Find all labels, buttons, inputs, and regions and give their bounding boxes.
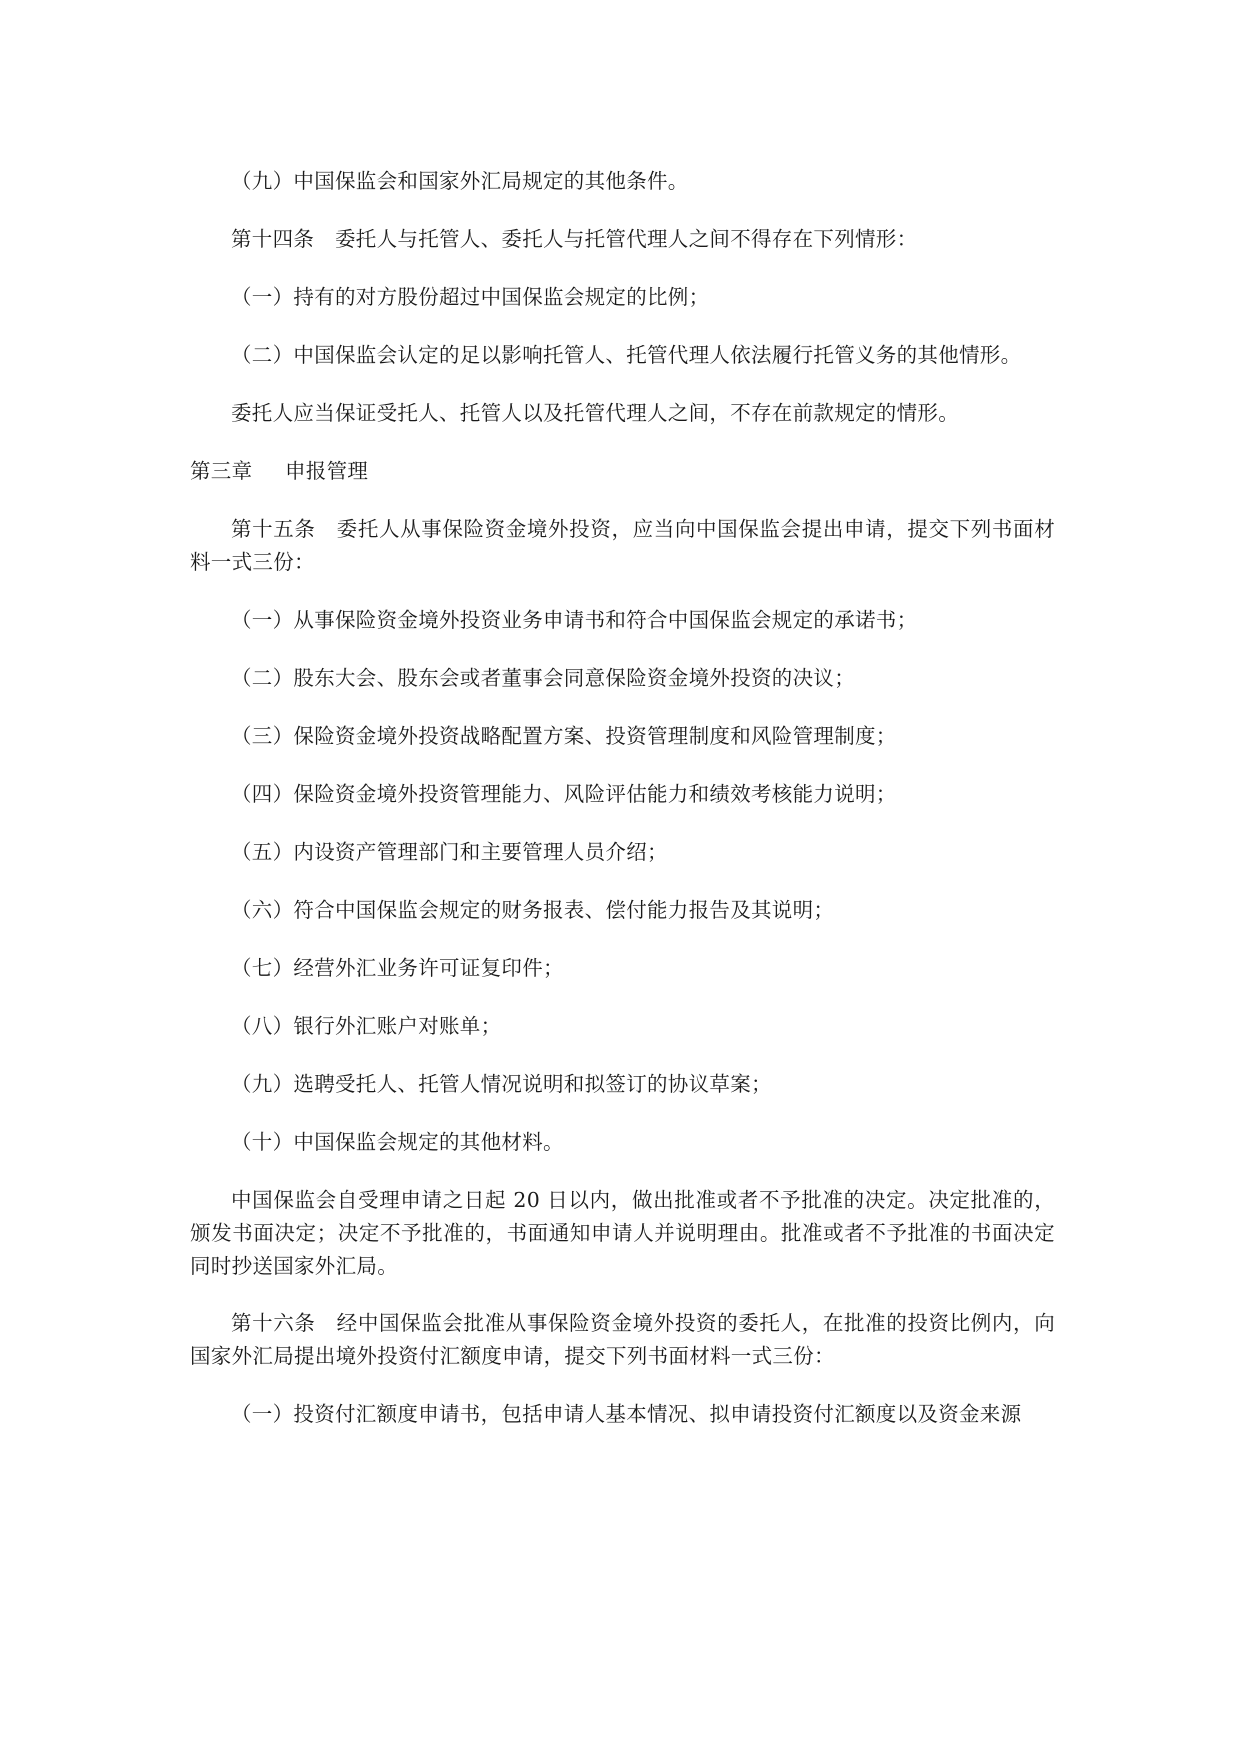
paragraph-item-nine-conditions: （九）中国保监会和国家外汇局规定的其他条件。	[231, 169, 689, 193]
list-item: （一）从事保险资金境外投资业务申请书和符合中国保监会规定的承诺书；	[231, 608, 918, 632]
list-item: （六）符合中国保监会规定的财务报表、偿付能力报告及其说明；	[231, 898, 835, 922]
list-item: （九）选聘受托人、托管人情况说明和拟签订的协议草案；	[231, 1072, 772, 1096]
paragraph-article-16: 第十六条 经中国保监会批准从事保险资金境外投资的委托人，在批准的投资比例内，向国家外汇局提出境外投资付汇额度申请，提交下列书面材料一式三份：	[190, 1311, 1055, 1368]
paragraph-article-15: 第十五条 委托人从事保险资金境外投资，应当向中国保监会提出申请，提交下列书面材料一式三份：	[190, 517, 1055, 574]
list-item: （一）投资付汇额度申请书，包括申请人基本情况、拟申请投资付汇额度以及资金来源	[231, 1402, 1022, 1426]
list-item: （八）银行外汇账户对账单；	[231, 1014, 502, 1038]
list-item: （七）经营外汇业务许可证复印件；	[231, 956, 564, 980]
list-item: （四）保险资金境外投资管理能力、风险评估能力和绩效考核能力说明；	[231, 782, 897, 806]
paragraph-trustor-guarantee: 委托人应当保证受托人、托管人以及托管代理人之间，不存在前款规定的情形。	[231, 401, 959, 425]
list-item: （十）中国保监会规定的其他材料。	[231, 1130, 564, 1154]
list-item: （二）股东大会、股东会或者董事会同意保险资金境外投资的决议；	[231, 666, 855, 690]
list-item: （三）保险资金境外投资战略配置方案、投资管理制度和风险管理制度；	[231, 724, 897, 748]
paragraph-approval-decision: 中国保监会自受理申请之日起 20 日以内，做出批准或者不予批准的决定。决定批准的，颁发书面决定；决定不予批准的，书面通知申请人并说明理由。批准或者不予批准的书面决定同时抄送国家外汇局。	[190, 1188, 1055, 1278]
paragraph-item-two-other-situations: （二）中国保监会认定的足以影响托管人、托管代理人依法履行托管义务的其他情形。	[231, 343, 1022, 367]
list-item: （五）内设资产管理部门和主要管理人员介绍；	[231, 840, 668, 864]
chapter-title: 申报管理	[285, 459, 369, 483]
paragraph-item-one-shareholding: （一）持有的对方股份超过中国保监会规定的比例；	[231, 285, 710, 309]
chapter-heading	[190, 455, 1055, 488]
paragraph-article-14: 第十四条 委托人与托管人、委托人与托管代理人之间不得存在下列情形：	[231, 227, 918, 251]
chapter-number: 第三章	[190, 459, 253, 483]
